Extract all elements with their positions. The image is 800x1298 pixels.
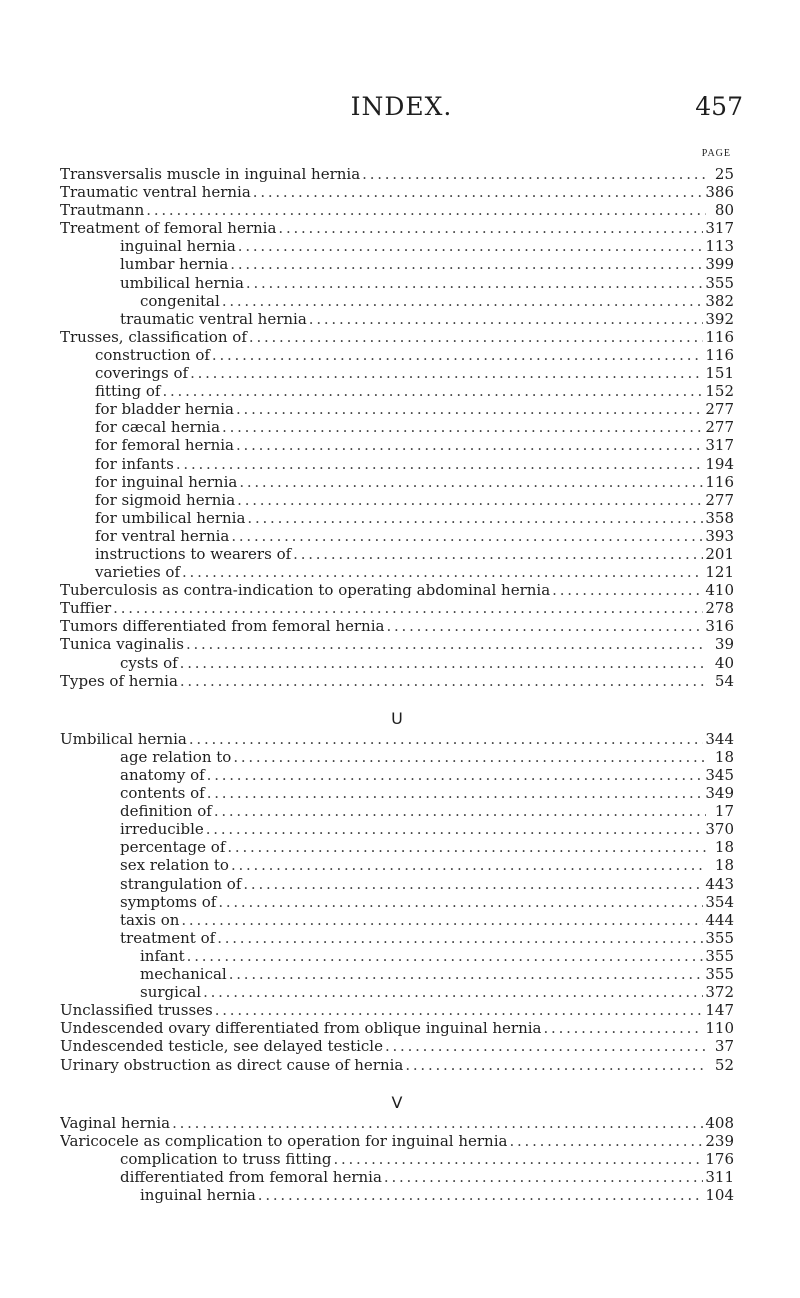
- leader-dots: [236, 400, 703, 418]
- entry-page: 399: [705, 255, 734, 274]
- entry-text: lumbar hernia: [120, 255, 229, 274]
- leader-dots: [218, 893, 703, 911]
- leader-dots: [405, 1056, 706, 1074]
- index-entry: [60, 436, 734, 454]
- leader-dots: [386, 617, 703, 635]
- index-entry: [60, 418, 734, 436]
- entry-page: 116: [705, 345, 734, 364]
- entry-page: 386: [705, 183, 734, 202]
- entry-text: Tumors differentiated from femoral hernia: [60, 617, 385, 636]
- entry-text: taxis on: [120, 910, 180, 929]
- entry-page: 25: [714, 165, 734, 183]
- entry-text: percentage of: [120, 838, 226, 857]
- entry-page: 382: [705, 291, 734, 310]
- leader-dots: [227, 838, 706, 856]
- entry-text: contents of: [120, 784, 205, 803]
- index-entry: [60, 165, 734, 183]
- index-entry: [60, 255, 734, 273]
- section-spacer: [60, 690, 734, 708]
- entry-page: 151: [705, 364, 734, 383]
- leader-dots: [162, 382, 703, 400]
- leader-dots: [233, 748, 706, 766]
- leader-dots: [552, 581, 703, 599]
- leader-dots: [212, 346, 703, 364]
- index-entry: [60, 654, 734, 672]
- leader-dots: [190, 364, 703, 382]
- entry-page: 18: [714, 838, 734, 857]
- entry-page: 316: [705, 617, 734, 636]
- index-entry: [60, 635, 734, 653]
- leader-dots: [172, 1114, 703, 1132]
- page-header: [60, 92, 743, 132]
- entry-text: inguinal hernia: [120, 237, 236, 256]
- entry-page: 393: [705, 526, 734, 545]
- leader-dots: [206, 820, 704, 838]
- section-spacer: [60, 1074, 734, 1092]
- entry-page: 194: [705, 454, 734, 473]
- entry-page: 152: [705, 382, 734, 401]
- entry-text: surgical: [140, 983, 202, 1002]
- index-entry: [60, 473, 734, 491]
- entry-page: 355: [705, 928, 734, 947]
- entry-text: for sigmoid hernia: [95, 490, 236, 509]
- entry-page: 39: [714, 635, 734, 654]
- section-letter: V: [391, 1092, 403, 1112]
- entry-text: for inguinal hernia: [95, 472, 238, 491]
- index-entry: [60, 730, 734, 748]
- entry-text: construction of: [95, 345, 210, 364]
- leader-dots: [293, 545, 703, 563]
- index-entry: [60, 965, 734, 983]
- leader-dots: [207, 766, 704, 784]
- index-entry: [60, 491, 734, 509]
- entry-page: 345: [705, 766, 734, 784]
- leader-dots: [217, 929, 703, 947]
- entry-page: 443: [705, 874, 734, 893]
- index-entry: [60, 1037, 734, 1055]
- leader-dots: [247, 509, 703, 527]
- index-entry: [60, 310, 734, 328]
- entry-page: 113: [705, 237, 734, 256]
- entry-page: 104: [705, 1186, 734, 1205]
- entry-page: 239: [705, 1131, 734, 1150]
- entry-page: 317: [705, 436, 734, 455]
- entry-text: treatment of: [120, 928, 216, 947]
- section-letter: U: [391, 708, 403, 728]
- entry-page: 176: [705, 1149, 734, 1168]
- index-entry: [60, 1132, 734, 1150]
- index-entry: [60, 527, 734, 545]
- entry-text: for cæcal hernia: [95, 418, 221, 437]
- index-entry: [60, 1186, 734, 1204]
- entry-text: for femoral hernia: [95, 436, 234, 455]
- entry-text: fitting of: [95, 382, 161, 401]
- entry-page: 80: [714, 201, 734, 220]
- entry-page: 52: [714, 1055, 734, 1074]
- entry-page: 370: [705, 820, 734, 839]
- entry-page: 392: [705, 309, 734, 328]
- entry-page: 54: [714, 671, 734, 690]
- index-entry: [60, 346, 734, 364]
- index-entry: [60, 947, 734, 965]
- leader-dots: [509, 1132, 703, 1150]
- index-entry: [60, 455, 734, 473]
- index-entry: [60, 1114, 734, 1132]
- entry-page: 17: [714, 802, 734, 821]
- entry-page: 277: [705, 490, 734, 509]
- entry-text: varieties of: [95, 563, 181, 582]
- entry-page: 444: [705, 910, 734, 929]
- leader-dots: [237, 491, 703, 509]
- index-entry: [60, 838, 734, 856]
- leader-dots: [238, 237, 704, 255]
- entry-page: 311: [705, 1167, 734, 1186]
- index-entry: [60, 929, 734, 947]
- page-column-label: PAGE: [701, 148, 731, 159]
- leader-dots: [246, 274, 703, 292]
- entry-page: 18: [714, 856, 734, 875]
- leader-dots: [180, 654, 706, 672]
- entry-page: 355: [705, 273, 734, 292]
- index-entry: [60, 983, 734, 1001]
- entry-text: Tuffier: [60, 599, 112, 618]
- index-entry: [60, 1001, 734, 1019]
- entry-text: Transversalis muscle in inguinal hernia: [60, 165, 361, 183]
- entry-page: 277: [705, 418, 734, 437]
- entry-page: 40: [714, 653, 734, 672]
- entry-text: Trusses, classification of: [60, 327, 247, 346]
- index-entry: [60, 364, 734, 382]
- entry-text: Tuberculosis as contra-indication to operating abdominal hernia: [60, 581, 551, 600]
- leader-dots: [187, 947, 704, 965]
- entry-text: for infants: [95, 454, 174, 473]
- leader-dots: [203, 983, 703, 1001]
- index-entry: [60, 274, 734, 292]
- entry-page: 37: [714, 1037, 734, 1056]
- leader-dots: [214, 802, 706, 820]
- index-entry: [60, 1150, 734, 1168]
- index-entry: [60, 1019, 734, 1037]
- entry-text: Vaginal hernia: [60, 1113, 171, 1132]
- entry-text: mechanical: [140, 965, 227, 984]
- entry-text: definition of: [120, 802, 212, 821]
- index-entry: [60, 856, 734, 874]
- index-entry: [60, 617, 734, 635]
- leader-dots: [384, 1168, 703, 1186]
- entry-page: 410: [705, 581, 734, 600]
- entry-text: infant: [140, 946, 185, 965]
- entry-text: Traumatic ventral hernia: [60, 183, 251, 202]
- entry-page: 372: [705, 983, 734, 1002]
- entry-text: instructions to wearers of: [95, 544, 292, 563]
- entry-text: strangulation of: [120, 874, 242, 893]
- entry-page: 355: [705, 946, 734, 965]
- entry-text: for ventral hernia: [95, 526, 230, 545]
- leader-dots: [230, 255, 703, 273]
- index-entry: [60, 509, 734, 527]
- entry-text: Unclassified trusses: [60, 1001, 213, 1020]
- index-entry: [60, 563, 734, 581]
- entry-text: Trautmann: [60, 201, 145, 220]
- leader-dots: [239, 473, 703, 491]
- entry-text: Treatment of femoral hernia: [60, 219, 277, 238]
- index-entry: [60, 219, 734, 237]
- entry-page: 201: [705, 544, 734, 563]
- leader-dots: [113, 599, 703, 617]
- leader-dots: [229, 965, 704, 983]
- entry-text: umbilical hernia: [120, 273, 244, 292]
- entry-text: traumatic ventral hernia: [120, 309, 307, 328]
- entry-page: 354: [705, 892, 734, 911]
- index-entry: [60, 672, 734, 690]
- entry-text: cysts of: [120, 653, 178, 672]
- entry-text: congenital: [140, 291, 220, 310]
- leader-dots: [186, 635, 706, 653]
- entry-text: symptoms of: [120, 892, 217, 911]
- leader-dots: [207, 784, 704, 802]
- index-entry: [60, 328, 734, 346]
- entry-text: age relation to: [120, 747, 232, 766]
- index-entry: [60, 237, 734, 255]
- index-entry: [60, 382, 734, 400]
- entry-page: 116: [705, 327, 734, 346]
- index-entry: [60, 1168, 734, 1186]
- entry-text: coverings of: [95, 364, 189, 383]
- entry-text: Urinary obstruction as direct cause of hernia: [60, 1055, 404, 1074]
- entry-text: differentiated from femoral hernia: [120, 1167, 382, 1186]
- index-entry: [60, 545, 734, 563]
- leader-dots: [309, 310, 704, 328]
- leader-dots: [253, 183, 704, 201]
- leader-dots: [544, 1019, 704, 1037]
- leader-dots: [362, 165, 706, 183]
- entry-page: 358: [705, 508, 734, 527]
- index-entry: [60, 802, 734, 820]
- index-entry: [60, 911, 734, 929]
- index-entry: [60, 748, 734, 766]
- index-entry: [60, 1056, 734, 1074]
- entry-text: for umbilical hernia: [95, 508, 246, 527]
- page-title: INDEX.: [350, 92, 453, 121]
- index-entry: [60, 599, 734, 617]
- index-entry: [60, 201, 734, 219]
- page-number: 457: [695, 92, 743, 121]
- entry-page: 408: [705, 1113, 734, 1132]
- leader-dots: [231, 856, 706, 874]
- leader-dots: [231, 527, 703, 545]
- index-entry: [60, 183, 734, 201]
- index-entry: [60, 893, 734, 911]
- leader-dots: [180, 672, 706, 690]
- index-entry: [60, 400, 734, 418]
- leader-dots: [385, 1037, 706, 1055]
- entry-page: 277: [705, 400, 734, 419]
- entry-text: sex relation to: [120, 856, 229, 875]
- entry-text: Types of hernia: [60, 671, 178, 690]
- leader-dots: [181, 911, 703, 929]
- index-entry: [60, 820, 734, 838]
- entry-text: Tunica vaginalis: [60, 635, 184, 654]
- leader-dots: [146, 201, 706, 219]
- entry-page: 278: [705, 599, 734, 618]
- entry-text: for bladder hernia: [95, 400, 234, 419]
- index-entry: [60, 784, 734, 802]
- entry-page: 344: [705, 729, 734, 748]
- leader-dots: [236, 436, 703, 454]
- entry-text: Undescended ovary differentiated from oblique inguinal hernia: [60, 1019, 542, 1038]
- leader-dots: [189, 730, 703, 748]
- entry-page: 355: [705, 965, 734, 984]
- entry-page: 121: [705, 563, 734, 582]
- leader-dots: [215, 1001, 704, 1019]
- entry-page: 18: [714, 747, 734, 766]
- entry-page: 147: [705, 1001, 734, 1020]
- entry-text: Umbilical hernia: [60, 729, 187, 748]
- entry-text: Undescended testicle, see delayed testicle: [60, 1037, 383, 1056]
- leader-dots: [278, 219, 703, 237]
- entry-text: Varicocele as complication to operation for inguinal hernia: [60, 1131, 508, 1150]
- entry-text: complication to truss fitting: [120, 1149, 332, 1168]
- index-entry: [60, 292, 734, 310]
- leader-dots: [222, 418, 703, 436]
- index-entries: [60, 165, 734, 1204]
- leader-dots: [222, 292, 704, 310]
- leader-dots: [243, 875, 703, 893]
- leader-dots: [258, 1186, 704, 1204]
- leader-dots: [176, 455, 703, 473]
- entry-text: anatomy of: [120, 766, 205, 784]
- index-entry: [60, 766, 734, 784]
- entry-page: 110: [705, 1019, 734, 1038]
- entry-page: 349: [705, 784, 734, 803]
- entry-text: inguinal hernia: [140, 1186, 256, 1205]
- index-entry: [60, 875, 734, 893]
- index-entry: [60, 581, 734, 599]
- leader-dots: [182, 563, 703, 581]
- entry-page: 116: [705, 472, 734, 491]
- entry-page: 317: [705, 219, 734, 238]
- entry-text: irreducible: [120, 820, 204, 839]
- leader-dots: [249, 328, 703, 346]
- leader-dots: [333, 1150, 703, 1168]
